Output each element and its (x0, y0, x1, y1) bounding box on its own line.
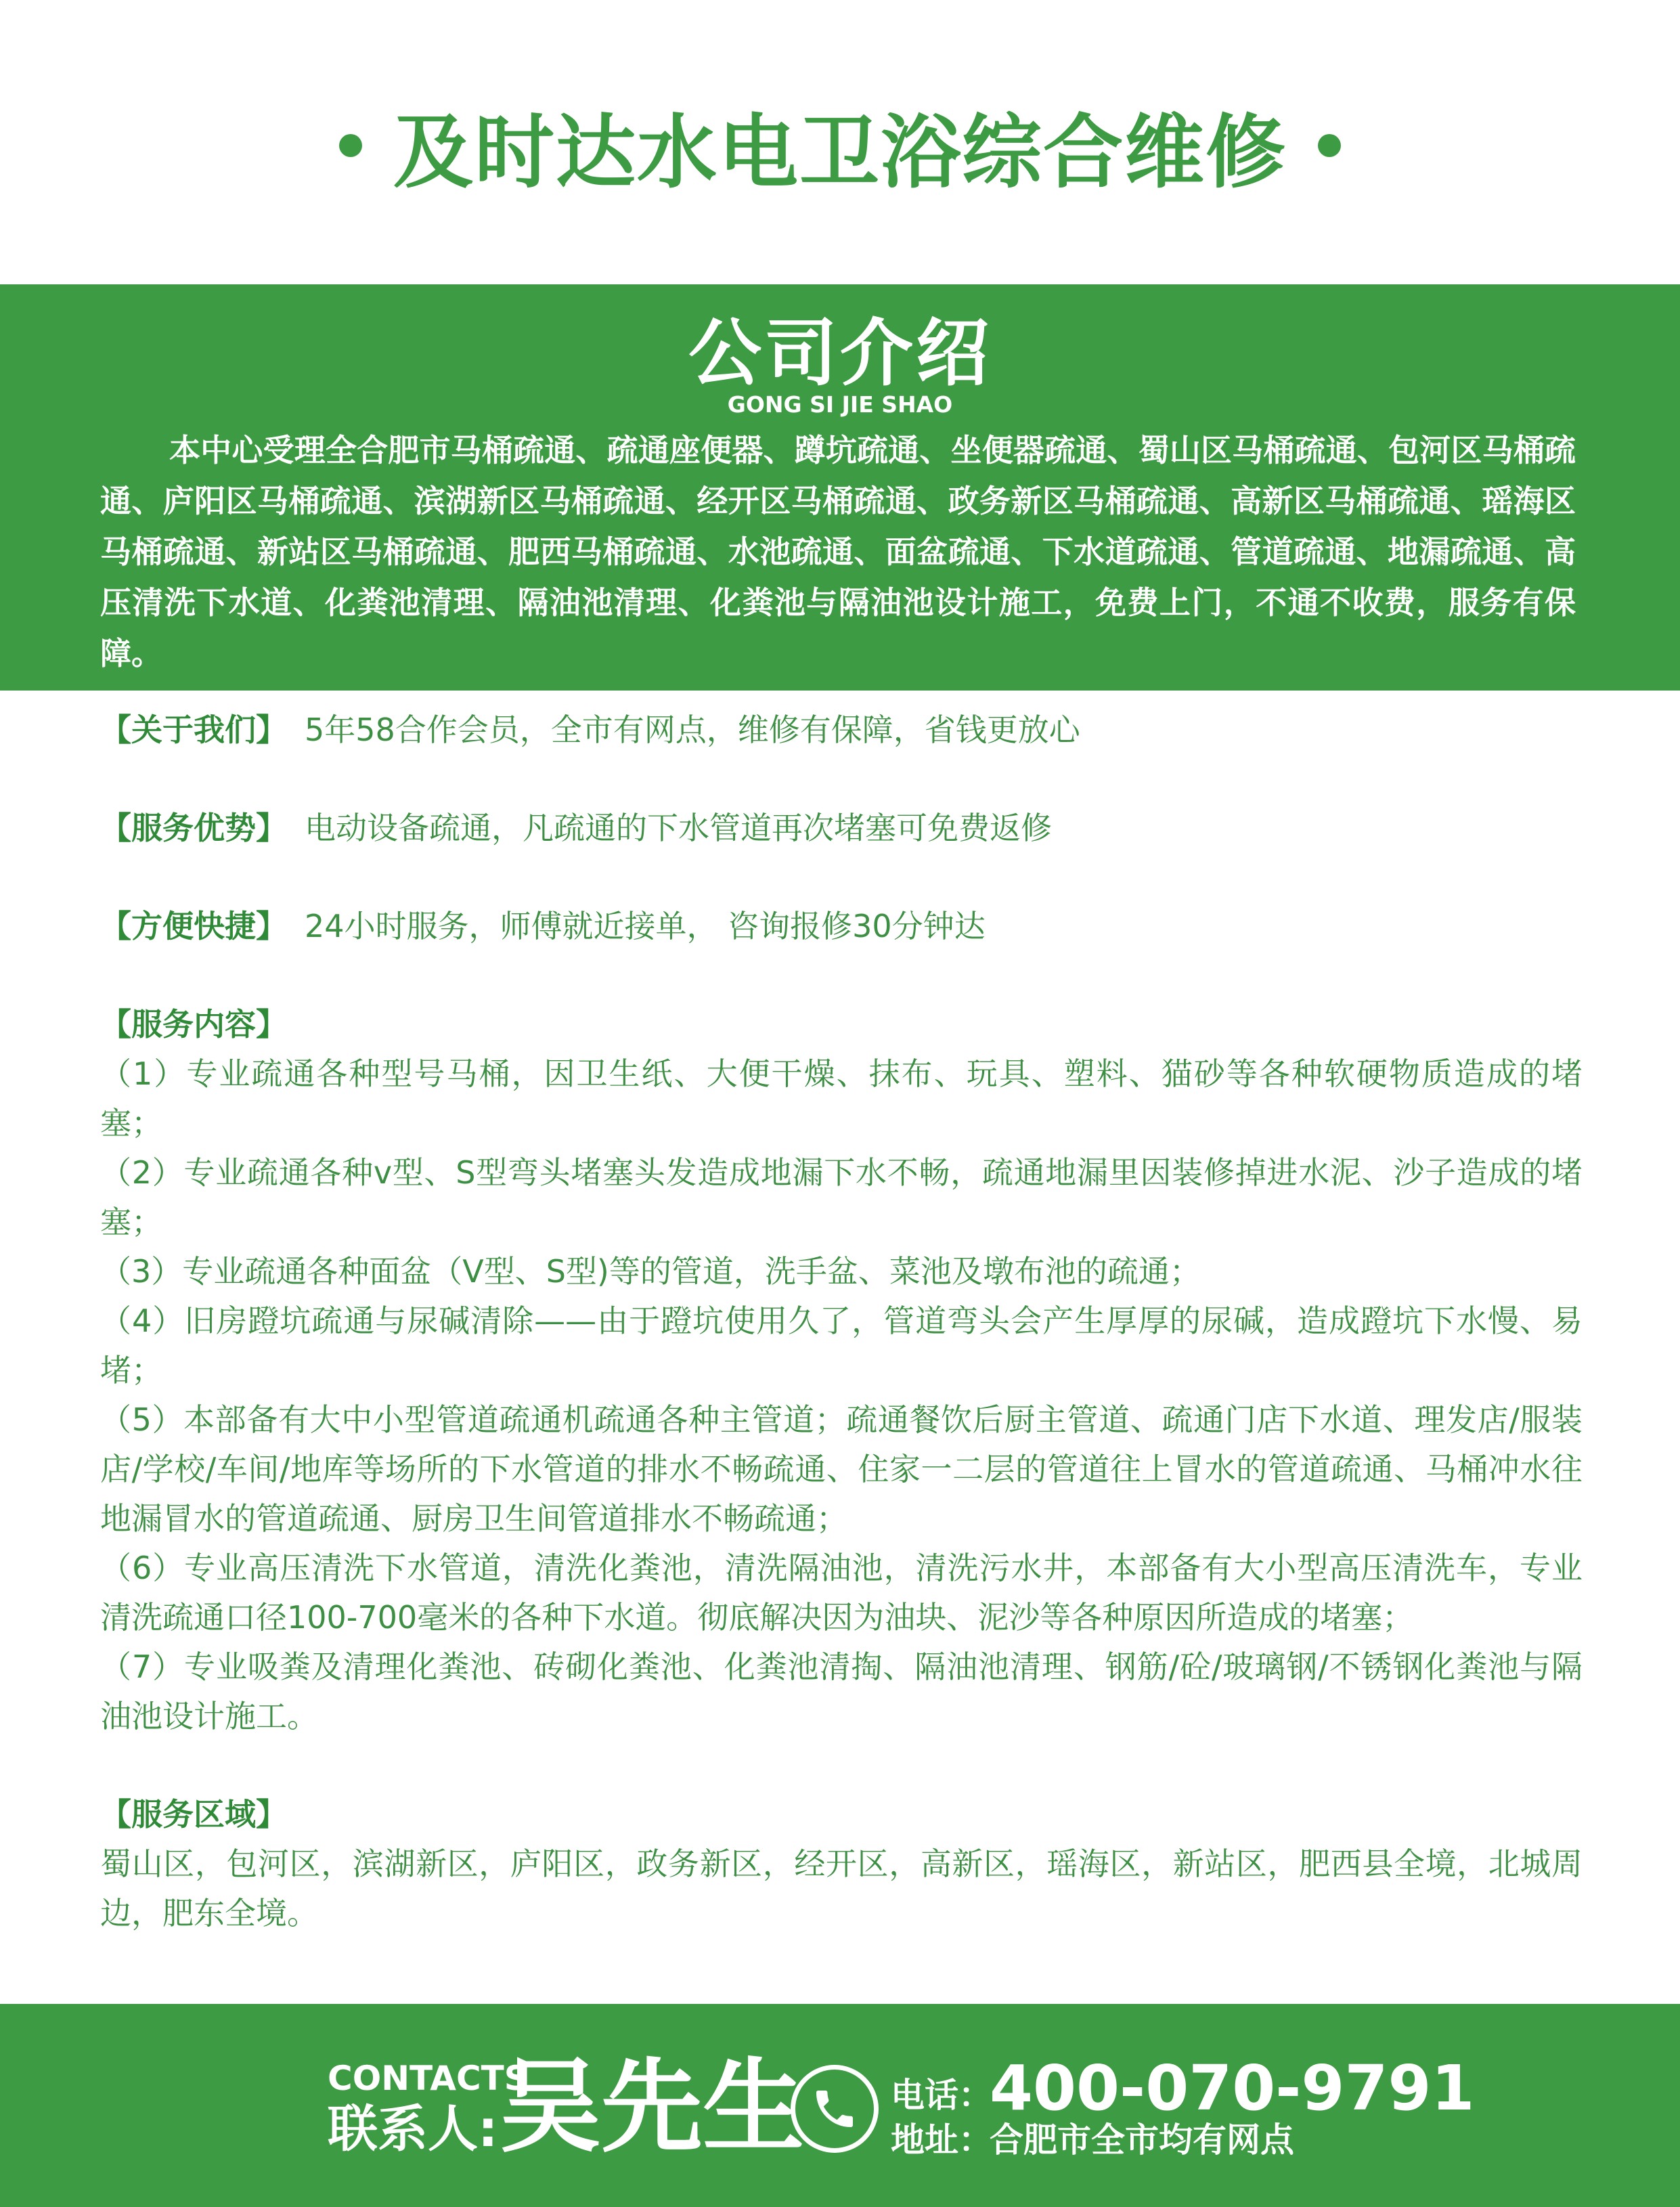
info-tag: 【方便快捷】 (100, 908, 287, 944)
info-tag: 【服务优势】 (100, 810, 287, 846)
page-title (0, 88, 1680, 203)
service-item: （5）本部备有大中小型管道疏通机疏通各种主管道；疏通餐饮后厨主管道、疏通门店下水道、理发店/服装店/学校/车间/地库等场所的下水管道的排水不畅疏通、住家一二层的管道往上冒水的管道疏通、马桶冲水往地漏冒水的管道疏通、厨房卫生间管道排水不畅疏通； (100, 1401, 1583, 1537)
info-advantage (100, 804, 1583, 853)
info-text: 5年58合作会员，全市有网点，维修有保障，省钱更放心 (305, 712, 1080, 748)
info-text: 电动设备疏通，凡疏通的下水管道再次堵塞可免费返修 (305, 810, 1052, 846)
phone-icon (791, 2065, 879, 2153)
service-item: （6）专业高压清洗下水管道，清洗化粪池，清洗隔油池，清洗污水井，本部备有大小型高压清洗车，专业清洗疏通口径100-700毫米的各种下水道。彻底解决因为油块、泥沙等各种原因所造成的堵塞； (100, 1550, 1583, 1636)
service-item: （1）专业疏通各种型号马桶，因卫生纸、大便干燥、抹布、玩具、塑料、猫砂等各种软硬物质造成的堵塞； (100, 1055, 1583, 1141)
contacts-label-cn: 联系人: (328, 2100, 498, 2158)
title-bullet-right (1318, 134, 1341, 157)
services-title: 【服务内容】 (100, 1006, 287, 1043)
title-bullet-left (339, 134, 362, 157)
contact-name: 吴先生 (500, 2049, 805, 2166)
tel-number: 400-070-9791 (990, 2052, 1475, 2124)
info-tag: 【关于我们】 (100, 712, 287, 748)
contact-footer (0, 2004, 1680, 2207)
intro-paragraph: 本中心受理全合肥市马桶疏通、疏通座便器、蹲坑疏通、坐便器疏通、蜀山区马桶疏通、包河区马桶疏通、庐阳区马桶疏通、滨湖新区马桶疏通、经开区马桶疏通、政务新区马桶疏通、高新区马桶疏通、瑶海区马桶疏通、新站区马桶疏通、肥西马桶疏通、水池疏通、面盆疏通、下水道疏通、管道疏通、地漏疏通、高压清洗下水道、化粪池清理、隔油池清理、化粪池与隔油池设计施工，免费上门，不通不收费，服务有保障。 (100, 432, 1576, 672)
regions-title: 【服务区域】 (100, 1796, 287, 1833)
intro-subheading: GONG SI JIE SHAO (727, 391, 953, 418)
intro-heading: 公司介绍 (688, 311, 992, 396)
service-item: （4）旧房蹬坑疏通与尿碱清除——由于蹬坑使用久了，管道弯头会产生厚厚的尿碱，造成蹬坑下水慢、易堵； (100, 1303, 1583, 1389)
contacts-label-en: CONTACTS (328, 2059, 529, 2098)
info-convenience (100, 902, 1583, 951)
info-text: 24小时服务，师傅就近接单， 咨询报修30分钟达 (305, 908, 986, 944)
regions-text: 蜀山区，包河区，滨湖新区，庐阳区，政务新区，经开区，高新区，瑶海区，新站区，肥西县全境，北城周边，肥东全境。 (100, 1845, 1583, 1931)
service-item: （2）专业疏通各种v型、S型弯头堵塞头发造成地漏下水不畅，疏通地漏里因装修掉进水泥、沙子造成的堵塞； (100, 1154, 1583, 1240)
page-title-text: 及时达水电卫浴综合维修 (393, 106, 1287, 199)
info-about-us (100, 705, 1583, 755)
company-intro-banner (0, 284, 1680, 691)
tel-label: 电话： (891, 2076, 992, 2115)
address-value: 合肥市全市均有网点 (990, 2120, 1294, 2160)
service-item: （3）专业疏通各种面盆（V型、S型)等的管道，洗手盆、菜池及墩布池的疏通； (100, 1253, 1201, 1290)
address-label: 地址： (891, 2120, 992, 2160)
details-section (100, 705, 1583, 1938)
service-item: （7）专业吸粪及清理化粪池、砖砌化粪池、化粪池清掏、隔油池清理、钢筋/砼/玻璃钢/不锈钢化粪池与隔油池设计施工。 (100, 1648, 1583, 1734)
